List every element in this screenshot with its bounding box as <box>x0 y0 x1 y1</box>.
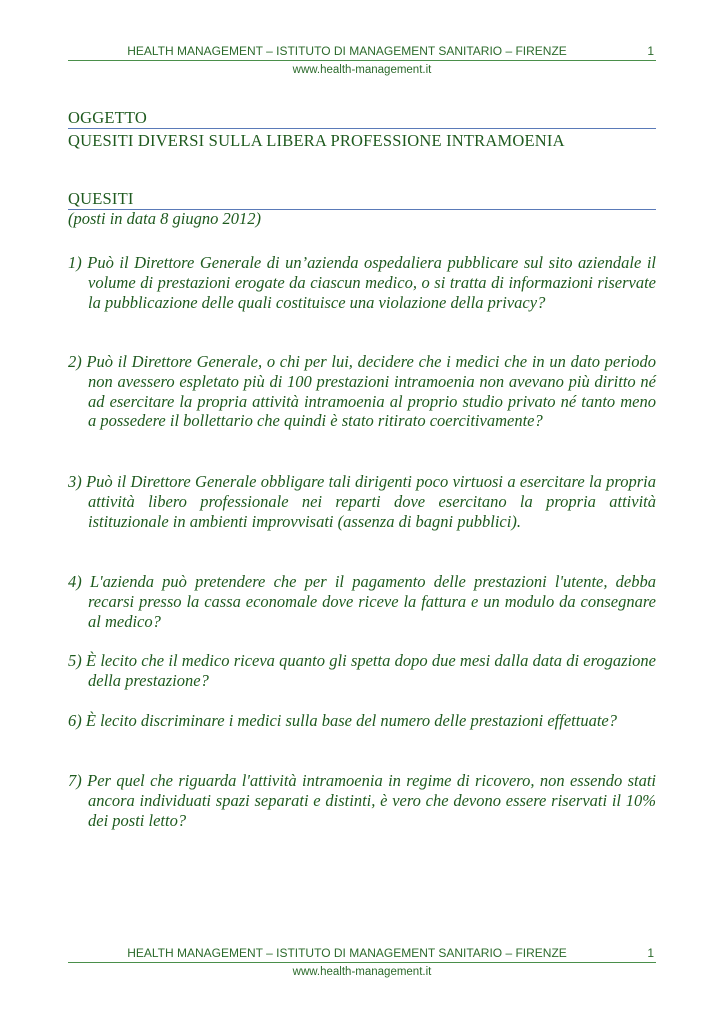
question-text: 3) Può il Direttore Generale obbligare tali dirigenti poco virtuosi a esercitare la propria attività libero professionale nei reparti dove esercitano la propria attività istituzionale in ambienti improvvisati (assenza di bagni pubblici). <box>68 472 656 531</box>
page-header <box>68 44 656 76</box>
question-text: 5) È lecito che il medico riceva quanto gli spetta dopo due mesi dalla data di erogazione della prestazione? <box>68 651 656 690</box>
question-text: 6) È lecito discriminare i medici sulla base del numero delle prestazioni effettuate? <box>68 711 617 730</box>
footer-website: www.health-management.it <box>292 966 432 978</box>
page-footer <box>68 946 656 978</box>
quesiti-date: (posti in data 8 giugno 2012) <box>68 209 261 228</box>
question-text: 4) L'azienda può pretendere che per il pagamento delle prestazioni l'utente, debba recarsi presso la cassa economale dove riceve la fattura e un modulo da consegnare al medico? <box>68 572 656 631</box>
header-rule <box>68 44 656 61</box>
footer-rule <box>68 946 656 963</box>
oggetto-section <box>68 108 656 151</box>
header-title: HEALTH MANAGEMENT – ISTITUTO DI MANAGEMENT SANITARIO – FIRENZE <box>127 44 567 58</box>
footer-page-number: 1 <box>647 946 654 960</box>
question-3 <box>68 472 656 531</box>
oggetto-subject: QUESITI DIVERSI SULLA LIBERA PROFESSIONE INTRAMOENIA <box>68 131 565 150</box>
footer-title: HEALTH MANAGEMENT – ISTITUTO DI MANAGEMENT SANITARIO – FIRENZE <box>127 946 567 960</box>
question-5 <box>68 651 656 691</box>
question-1 <box>68 253 656 312</box>
oggetto-label: OGGETTO <box>68 108 656 129</box>
question-text: 7) Per quel che riguarda l'attività intramoenia in regime di ricovero, non essendo stati ancora individuati spazi separati e distinti, è vero che devono essere riservati il 10% dei posti letto? <box>68 771 656 830</box>
question-2 <box>68 352 656 431</box>
quesiti-label: QUESITI <box>68 189 656 210</box>
question-7 <box>68 771 656 830</box>
question-text: 1) Può il Direttore Generale di un’azienda ospedaliera pubblicare sul sito aziendale il volume di prestazioni erogate da ciascun medico, o si tratta di informazioni riservate la pubblicazione delle quali costituisce una violazione della privacy? <box>68 253 656 312</box>
header-website: www.health-management.it <box>292 64 432 76</box>
question-4 <box>68 572 656 631</box>
question-text: 2) Può il Direttore Generale, o chi per lui, decidere che i medici che in un dato periodo non avessero espletato più di 100 prestazioni intramoenia non avevano più diritto né ad esercitare la propria attività intramoenia al proprio studio privato né tanto meno a possedere il bollettario che quindi è stato ritirato coercitivamente? <box>68 352 656 431</box>
quesiti-section <box>68 189 656 210</box>
question-6 <box>68 711 656 731</box>
header-page-number: 1 <box>647 44 654 58</box>
